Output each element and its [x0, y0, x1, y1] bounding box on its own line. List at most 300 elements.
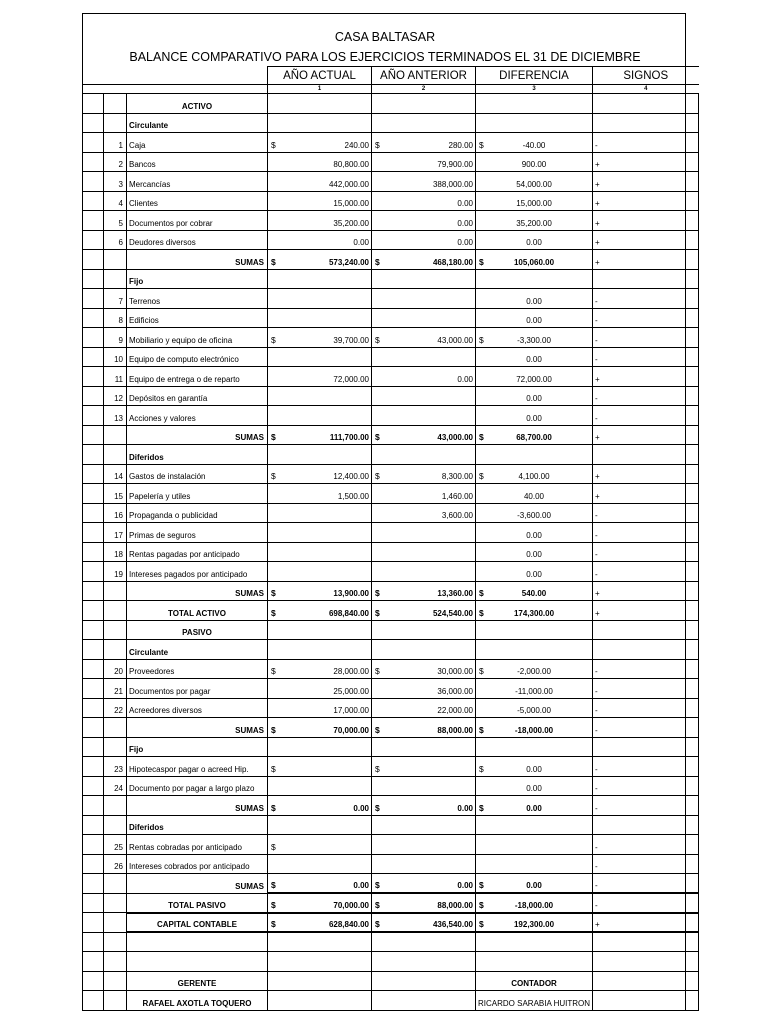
- item-previous: [372, 757, 476, 777]
- item-sign: +: [593, 152, 699, 172]
- item-previous: [372, 191, 476, 211]
- sumas-activo-circulante-dif: [476, 250, 593, 270]
- total-pasivo: [83, 893, 699, 913]
- section-pasivo-circulante: [83, 640, 699, 660]
- item-previous: [372, 230, 476, 250]
- item-sign: -: [593, 542, 699, 562]
- item-current: [268, 757, 372, 777]
- item-number: 5: [104, 211, 127, 231]
- item-previous: [372, 367, 476, 387]
- sumas-pasivo-circulante-dif: [476, 718, 593, 738]
- line-item: [83, 406, 699, 426]
- item-difference: [476, 367, 593, 387]
- item-number: 17: [104, 523, 127, 543]
- item-difference-value: -40.00: [522, 140, 546, 150]
- item-sign: +: [593, 191, 699, 211]
- sumas-activo-fijo-dif-value: 68,700.00: [516, 433, 552, 442]
- col-signs: SIGNOS: [593, 67, 699, 85]
- item-current-value: 28,000.00: [333, 667, 369, 676]
- currency-symbol: $: [375, 139, 380, 150]
- sumas-pasivo-diferido-prev: [372, 874, 476, 894]
- currency-symbol: $: [375, 899, 380, 910]
- item-previous: [372, 289, 476, 309]
- item-current: [268, 835, 372, 855]
- sumas-activo-diferido-dif: [476, 581, 593, 601]
- currency-symbol: $: [479, 763, 484, 774]
- item-current-value: 12,400.00: [333, 472, 369, 481]
- currency-symbol: $: [479, 880, 484, 890]
- item-label: Intereses cobrados por anticipado: [127, 854, 268, 874]
- section-pasivo-label: PASIVO: [127, 620, 268, 640]
- sumas-pasivo-circulante-label: SUMAS: [127, 718, 268, 738]
- item-difference-value: 0.00: [526, 764, 542, 774]
- sumas-pasivo-fijo-prev: [372, 796, 476, 816]
- item-number: 9: [104, 328, 127, 348]
- item-number: 19: [104, 562, 127, 582]
- currency-symbol: $: [479, 919, 484, 929]
- item-difference-value: -5,000.00: [517, 706, 551, 715]
- item-current: [268, 484, 372, 504]
- item-label: Hipotecaspor pagar o acreed Hip.: [127, 757, 268, 777]
- item-number: 24: [104, 776, 127, 796]
- item-sign: -: [593, 562, 699, 582]
- line-item: [83, 698, 699, 718]
- currency-symbol: $: [271, 880, 276, 890]
- currency-symbol: $: [375, 763, 380, 774]
- col-num-3: 3: [476, 85, 593, 94]
- item-difference: [476, 289, 593, 309]
- sumas-activo-diferido-sign: +: [593, 581, 699, 601]
- sumas-pasivo-diferido-sign: -: [593, 874, 699, 894]
- item-number: 8: [104, 308, 127, 328]
- total-pasivo-cur-value: 70,000.00: [333, 900, 369, 910]
- currency-symbol: $: [271, 802, 276, 813]
- item-sign: +: [593, 211, 699, 231]
- currency-symbol: $: [271, 334, 276, 345]
- item-difference: [476, 172, 593, 192]
- capital-contable-cur: [268, 913, 372, 933]
- item-current: [268, 562, 372, 582]
- capital-contable-dif: [476, 913, 593, 933]
- item-difference: [476, 503, 593, 523]
- item-current-value: 17,000.00: [333, 706, 369, 715]
- item-difference-value: 4,100.00: [518, 472, 550, 481]
- sumas-pasivo-circulante-dif-value: -18,000.00: [514, 725, 554, 735]
- item-sign: -: [593, 386, 699, 406]
- item-number: 13: [104, 406, 127, 426]
- item-previous: [372, 542, 476, 562]
- sumas-activo-fijo-prev-value: 43,000.00: [437, 433, 473, 442]
- item-number: 12: [104, 386, 127, 406]
- sumas-activo-fijo-cur-value: 111,700.00: [329, 433, 369, 442]
- sumas-pasivo-circulante-prev-value: 88,000.00: [437, 725, 473, 735]
- item-label: Proveedores: [127, 659, 268, 679]
- item-current: [268, 406, 372, 426]
- line-item: [83, 347, 699, 367]
- currency-symbol: $: [479, 334, 484, 345]
- item-sign: -: [593, 523, 699, 543]
- item-previous-value: 1,460.00: [441, 491, 473, 501]
- line-item: [83, 328, 699, 348]
- capital-contable-prev: [372, 913, 476, 933]
- item-current: [268, 542, 372, 562]
- item-previous-value: 0.00: [457, 238, 473, 247]
- total-activo-dif: [476, 601, 593, 621]
- sumas-activo-diferido: [83, 581, 699, 601]
- currency-symbol: $: [375, 471, 380, 481]
- capital-contable-cur-value: 628,840.00: [328, 920, 369, 929]
- item-current: [268, 152, 372, 172]
- contador-title: CONTADOR: [476, 971, 593, 991]
- item-label: Depósitos en garantía: [127, 386, 268, 406]
- gerente-name: RAFAEL AXOTLA TOQUERO: [127, 991, 268, 1011]
- item-number: 22: [104, 698, 127, 718]
- item-sign: -: [593, 854, 699, 874]
- item-previous-value: 0.00: [457, 374, 473, 384]
- currency-symbol: $: [271, 432, 276, 442]
- sumas-pasivo-fijo-dif-value: 0.00: [526, 803, 542, 813]
- item-previous: [372, 406, 476, 426]
- item-current: [268, 776, 372, 796]
- sumas-activo-diferido-label: SUMAS: [127, 581, 268, 601]
- item-current: [268, 328, 372, 348]
- item-label: Papelería y utiles: [127, 484, 268, 504]
- item-difference: [476, 679, 593, 699]
- line-item: [83, 211, 699, 231]
- item-difference: [476, 776, 593, 796]
- item-current-value: 72,000.00: [333, 374, 369, 384]
- item-current-value: 35,200.00: [333, 218, 369, 228]
- currency-symbol: $: [375, 919, 380, 929]
- item-difference-value: -3,300.00: [517, 335, 551, 345]
- sumas-activo-diferido-prev-value: 13,360.00: [437, 589, 473, 598]
- item-sign: +: [593, 172, 699, 192]
- item-previous: [372, 503, 476, 523]
- item-previous: [372, 172, 476, 192]
- item-difference: [476, 562, 593, 582]
- item-number: 2: [104, 152, 127, 172]
- item-difference-value: 54,000.00: [516, 179, 552, 189]
- sumas-pasivo-diferido-label: SUMAS: [127, 874, 268, 894]
- capital-contable-label: CAPITAL CONTABLE: [127, 913, 268, 933]
- item-difference: [476, 191, 593, 211]
- item-label: Rentas cobradas por anticipado: [127, 835, 268, 855]
- item-label: Rentas pagadas por anticipado: [127, 542, 268, 562]
- currency-symbol: $: [271, 899, 276, 910]
- section-circulante: [83, 113, 699, 133]
- capital-contable: [83, 913, 699, 933]
- sumas-pasivo-fijo-sign: -: [593, 796, 699, 816]
- item-label: Mercancías: [127, 172, 268, 192]
- item-sign: -: [593, 289, 699, 309]
- line-item: [83, 659, 699, 679]
- sumas-activo-diferido-cur-value: 13,900.00: [333, 589, 369, 598]
- item-current: [268, 191, 372, 211]
- currency-symbol: $: [479, 471, 484, 481]
- item-label: Propaganda o publicidad: [127, 503, 268, 523]
- item-previous: [372, 464, 476, 484]
- line-item: [83, 776, 699, 796]
- item-current: [268, 211, 372, 231]
- item-difference: [476, 484, 593, 504]
- col-difference: DIFERENCIA: [476, 67, 593, 85]
- currency-symbol: $: [479, 724, 484, 735]
- item-number: 15: [104, 484, 127, 504]
- currency-symbol: $: [271, 607, 276, 618]
- item-sign: -: [593, 776, 699, 796]
- total-pasivo-cur: [268, 893, 372, 913]
- item-previous: [372, 308, 476, 328]
- item-number: 3: [104, 172, 127, 192]
- sumas-pasivo-circulante-cur-value: 70,000.00: [333, 725, 369, 735]
- sumas-pasivo-fijo-prev-value: 0.00: [457, 803, 473, 813]
- item-difference: [476, 542, 593, 562]
- sumas-pasivo-circulante: [83, 718, 699, 738]
- total-activo-sign: +: [593, 601, 699, 621]
- item-label: Equipo de computo electrónico: [127, 347, 268, 367]
- currency-symbol: $: [479, 588, 484, 598]
- item-difference-value: -3,600.00: [517, 511, 551, 520]
- item-label: Documentos por cobrar: [127, 211, 268, 231]
- total-activo-cur: [268, 601, 372, 621]
- item-difference-value: 0.00: [526, 530, 542, 540]
- item-difference-value: 35,200.00: [516, 218, 552, 228]
- currency-symbol: $: [375, 802, 380, 813]
- item-previous: [372, 328, 476, 348]
- sumas-activo-fijo-label: SUMAS: [127, 425, 268, 445]
- item-current: [268, 386, 372, 406]
- sumas-pasivo-diferido-cur-value: 0.00: [353, 881, 369, 890]
- currency-symbol: $: [479, 899, 484, 910]
- item-previous: [372, 133, 476, 153]
- section-pasivo: [83, 620, 699, 640]
- item-previous-value: 36,000.00: [437, 686, 473, 696]
- sumas-pasivo-circulante-cur: [268, 718, 372, 738]
- item-number: 18: [104, 542, 127, 562]
- total-activo-dif-value: 174,300.00: [513, 608, 555, 618]
- sumas-pasivo-fijo-label: SUMAS: [127, 796, 268, 816]
- section-activo: [83, 94, 699, 114]
- currency-symbol: $: [271, 724, 276, 735]
- item-sign: -: [593, 679, 699, 699]
- section-fijo: [83, 269, 699, 289]
- item-previous-value: 3,600.00: [441, 511, 473, 520]
- item-current-value: 15,000.00: [333, 199, 369, 208]
- item-number: 20: [104, 659, 127, 679]
- currency-symbol: $: [271, 841, 276, 852]
- item-number: 25: [104, 835, 127, 855]
- item-previous: [372, 347, 476, 367]
- item-sign: +: [593, 367, 699, 387]
- item-label: Edificios: [127, 308, 268, 328]
- item-sign: -: [593, 698, 699, 718]
- item-sign: +: [593, 230, 699, 250]
- item-difference: [476, 406, 593, 426]
- line-item: [83, 308, 699, 328]
- column-header-row: [83, 67, 699, 85]
- col-current-year: AÑO ACTUAL: [268, 67, 372, 85]
- line-item: [83, 679, 699, 699]
- item-difference: [476, 659, 593, 679]
- sumas-activo-diferido-prev: [372, 581, 476, 601]
- item-previous: [372, 562, 476, 582]
- item-previous: [372, 523, 476, 543]
- sumas-activo-diferido-cur: [268, 581, 372, 601]
- item-label: Acciones y valores: [127, 406, 268, 426]
- section-activo-label: ACTIVO: [127, 94, 268, 114]
- item-sign: -: [593, 659, 699, 679]
- sumas-activo-circulante-prev-value: 468,180.00: [432, 257, 473, 267]
- item-number: 1: [104, 133, 127, 153]
- sumas-activo-fijo-sign: +: [593, 425, 699, 445]
- currency-symbol: $: [375, 334, 380, 345]
- item-sign: -: [593, 503, 699, 523]
- currency-symbol: $: [375, 724, 380, 735]
- item-sign: -: [593, 308, 699, 328]
- item-sign: -: [593, 757, 699, 777]
- item-difference: [476, 308, 593, 328]
- item-difference: [476, 698, 593, 718]
- item-difference: [476, 328, 593, 348]
- company-name: CASA BALTASAR: [334, 30, 436, 44]
- item-sign: -: [593, 406, 699, 426]
- item-current: [268, 133, 372, 153]
- item-number: 10: [104, 347, 127, 367]
- section-diferidos: [83, 445, 699, 465]
- sumas-pasivo-fijo: [83, 796, 699, 816]
- contador-name: RICARDO SARABIA HUITRON: [476, 991, 593, 1011]
- item-previous: [372, 835, 476, 855]
- item-label: Intereses pagados por anticipado: [127, 562, 268, 582]
- sumas-activo-circulante-prev: [372, 250, 476, 270]
- item-difference: [476, 133, 593, 153]
- currency-symbol: $: [271, 139, 276, 150]
- line-item: [83, 503, 699, 523]
- item-number: 4: [104, 191, 127, 211]
- item-difference-value: 0.00: [526, 238, 542, 247]
- total-pasivo-prev: [372, 893, 476, 913]
- item-difference-value: -11,000.00: [515, 686, 553, 696]
- item-label: Deudores diversos: [127, 230, 268, 250]
- item-label: Documento por pagar a largo plazo: [127, 776, 268, 796]
- item-current: [268, 367, 372, 387]
- line-item: [83, 152, 699, 172]
- sumas-activo-fijo: [83, 425, 699, 445]
- sumas-pasivo-diferido-prev-value: 0.00: [457, 881, 473, 890]
- item-difference: [476, 347, 593, 367]
- blank-row: [83, 952, 699, 972]
- total-pasivo-dif: [476, 893, 593, 913]
- item-previous: [372, 776, 476, 796]
- balance-table: [82, 66, 699, 1011]
- item-current: [268, 503, 372, 523]
- line-item: [83, 367, 699, 387]
- item-difference-value: 0.00: [526, 413, 542, 423]
- sumas-activo-circulante-cur-value: 573,240.00: [328, 257, 369, 267]
- item-difference-value: 0.00: [526, 784, 542, 793]
- capital-contable-prev-value: 436,540.00: [432, 920, 473, 929]
- section-fijo-label: Fijo: [127, 269, 268, 289]
- total-activo-cur-value: 698,840.00: [328, 608, 369, 618]
- item-previous-value: 22,000.00: [437, 706, 473, 715]
- gerente-title: GERENTE: [127, 971, 268, 991]
- item-difference-value: 0.00: [526, 550, 542, 559]
- item-current: [268, 289, 372, 309]
- item-previous-value: 0.00: [457, 218, 473, 228]
- item-difference: [476, 386, 593, 406]
- capital-contable-dif-value: 192,300.00: [513, 920, 555, 929]
- item-difference: [476, 523, 593, 543]
- item-difference-value: -2,000.00: [517, 667, 551, 676]
- item-number: 11: [104, 367, 127, 387]
- item-number: 23: [104, 757, 127, 777]
- item-number: 21: [104, 679, 127, 699]
- item-label: Acreedores diversos: [127, 698, 268, 718]
- item-number: 6: [104, 230, 127, 250]
- item-previous-value: 30,000.00: [437, 667, 473, 676]
- item-difference-value: 0.00: [526, 355, 542, 364]
- currency-symbol: $: [375, 666, 380, 676]
- item-current-value: 1,500.00: [337, 491, 369, 501]
- item-current: [268, 679, 372, 699]
- item-label: Documentos por pagar: [127, 679, 268, 699]
- item-previous: [372, 698, 476, 718]
- currency-symbol: $: [479, 802, 484, 813]
- item-current: [268, 347, 372, 367]
- item-previous-value: 0.00: [457, 199, 473, 208]
- item-difference-value: 40.00: [523, 491, 545, 501]
- sumas-pasivo-circulante-prev: [372, 718, 476, 738]
- section-pasivo-circulante-label: Circulante: [127, 640, 268, 660]
- sumas-pasivo-circulante-sign: -: [593, 718, 699, 738]
- item-number: 14: [104, 464, 127, 484]
- item-sign: +: [593, 484, 699, 504]
- item-difference: [476, 211, 593, 231]
- line-item: [83, 835, 699, 855]
- item-current: [268, 230, 372, 250]
- currency-symbol: $: [375, 432, 380, 442]
- signature-title-row: [83, 971, 699, 991]
- item-current: [268, 523, 372, 543]
- total-pasivo-dif-value: -18,000.00: [514, 900, 554, 910]
- item-current: [268, 172, 372, 192]
- signature-name-row: [83, 991, 699, 1011]
- item-previous: [372, 152, 476, 172]
- sumas-pasivo-diferido-cur: [268, 874, 372, 894]
- item-previous-value: 43,000.00: [437, 335, 473, 345]
- item-label: Clientes: [127, 191, 268, 211]
- item-number: 16: [104, 503, 127, 523]
- item-label: Equipo de entrega o de reparto: [127, 367, 268, 387]
- currency-symbol: $: [271, 666, 276, 676]
- item-current: [268, 698, 372, 718]
- total-pasivo-prev-value: 88,000.00: [437, 900, 473, 910]
- total-pasivo-label: TOTAL PASIVO: [127, 893, 268, 913]
- item-current-value: 240.00: [344, 140, 369, 150]
- item-current: [268, 308, 372, 328]
- sumas-activo-fijo-cur: [268, 425, 372, 445]
- item-current-value: 0.00: [353, 238, 369, 247]
- item-number: 7: [104, 289, 127, 309]
- currency-symbol: $: [271, 588, 276, 598]
- item-difference-value: 0.00: [526, 569, 542, 579]
- item-label: Gastos de instalación: [127, 464, 268, 484]
- currency-symbol: $: [271, 256, 276, 267]
- item-sign: -: [593, 133, 699, 153]
- item-sign: -: [593, 328, 699, 348]
- currency-symbol: $: [271, 919, 276, 929]
- currency-symbol: $: [271, 471, 276, 481]
